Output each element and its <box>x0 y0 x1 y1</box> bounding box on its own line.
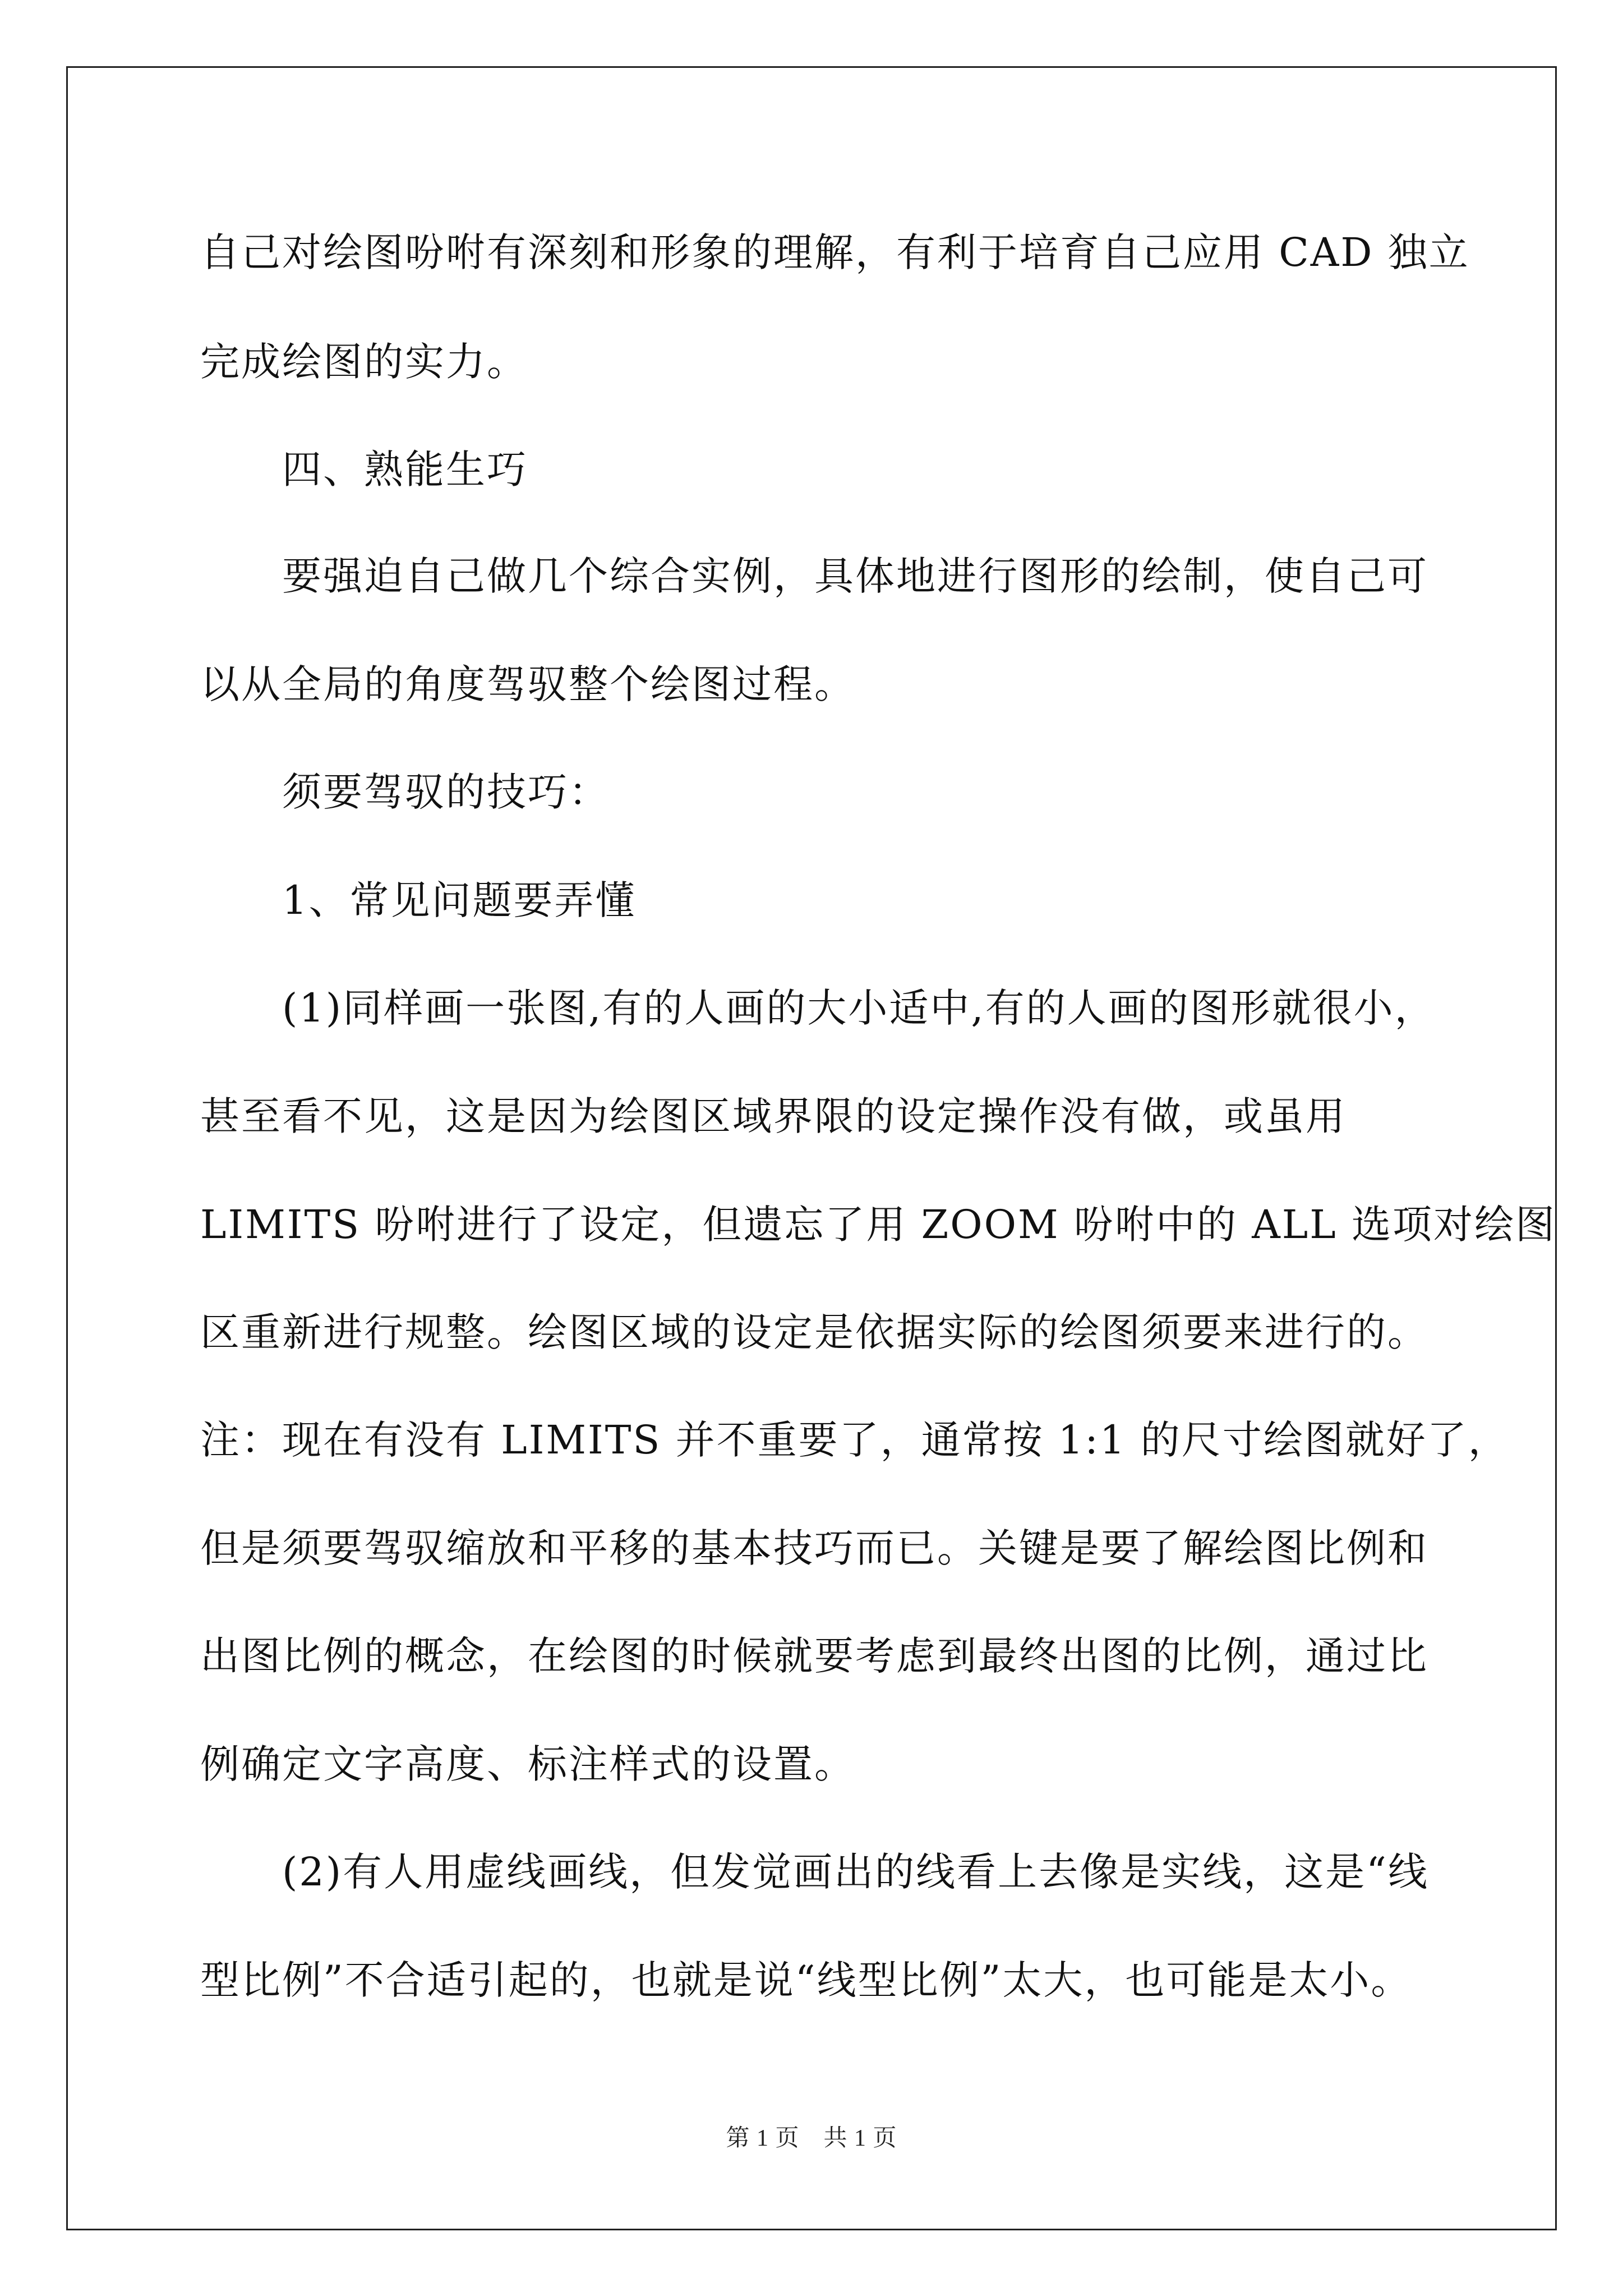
paragraph-line: 区重新进行规整。绘图区域的设定是依据实际的绘图须要来进行的。 <box>200 1309 1428 1355</box>
paragraph-line: 但是须要驾驭缩放和平移的基本技巧而已。关键是要了解绘图比例和 <box>200 1525 1428 1571</box>
subheading: 1、常见问题要弄懂 <box>282 877 637 923</box>
paragraph-line: (2)有人用虚线画线，但发觉画出的线看上去像是实线，这是“线 <box>282 1849 1429 1895</box>
paragraph-line: 须要驾驭的技巧： <box>282 769 610 815</box>
paragraph-line: 完成绘图的实力。 <box>200 339 528 385</box>
section-heading: 四、熟能生巧 <box>282 447 528 493</box>
paragraph-line: 注：现在有没有 LIMITS 并不重要了，通常按 1:1 的尺寸绘图就好了， <box>200 1417 1509 1463</box>
paragraph-line: 以从全局的角度驾驭整个绘图过程。 <box>200 661 855 707</box>
page-footer: 第 1 页 共 1 页 <box>726 2125 897 2151</box>
paragraph-line: 出图比例的概念，在绘图的时候就要考虑到最终出图的比例，通过比 <box>200 1633 1428 1679</box>
paragraph-line: 例确定文字高度、标注样式的设置。 <box>200 1741 855 1787</box>
paragraph-line: 要强迫自己做几个综合实例，具体地进行图形的绘制，使自己可 <box>282 553 1428 599</box>
paragraph-line: 自己对绘图吩咐有深刻和形象的理解，有利于培育自己应用 CAD 独立 <box>200 229 1470 275</box>
paragraph-line: LIMITS 吩咐进行了设定，但遗忘了用 ZOOM 吩咐中的 ALL 选项对绘图 <box>200 1202 1556 1248</box>
paragraph-line: 型比例”不合适引起的，也就是说“线型比例”太大，也可能是太小。 <box>200 1957 1412 2003</box>
paragraph-line: (1)同样画一张图,有的人画的大小适中,有的人画的图形就很小， <box>282 985 1436 1031</box>
paragraph-line: 甚至看不见，这是因为绘图区域界限的设定操作没有做，或虽用 <box>200 1093 1347 1139</box>
